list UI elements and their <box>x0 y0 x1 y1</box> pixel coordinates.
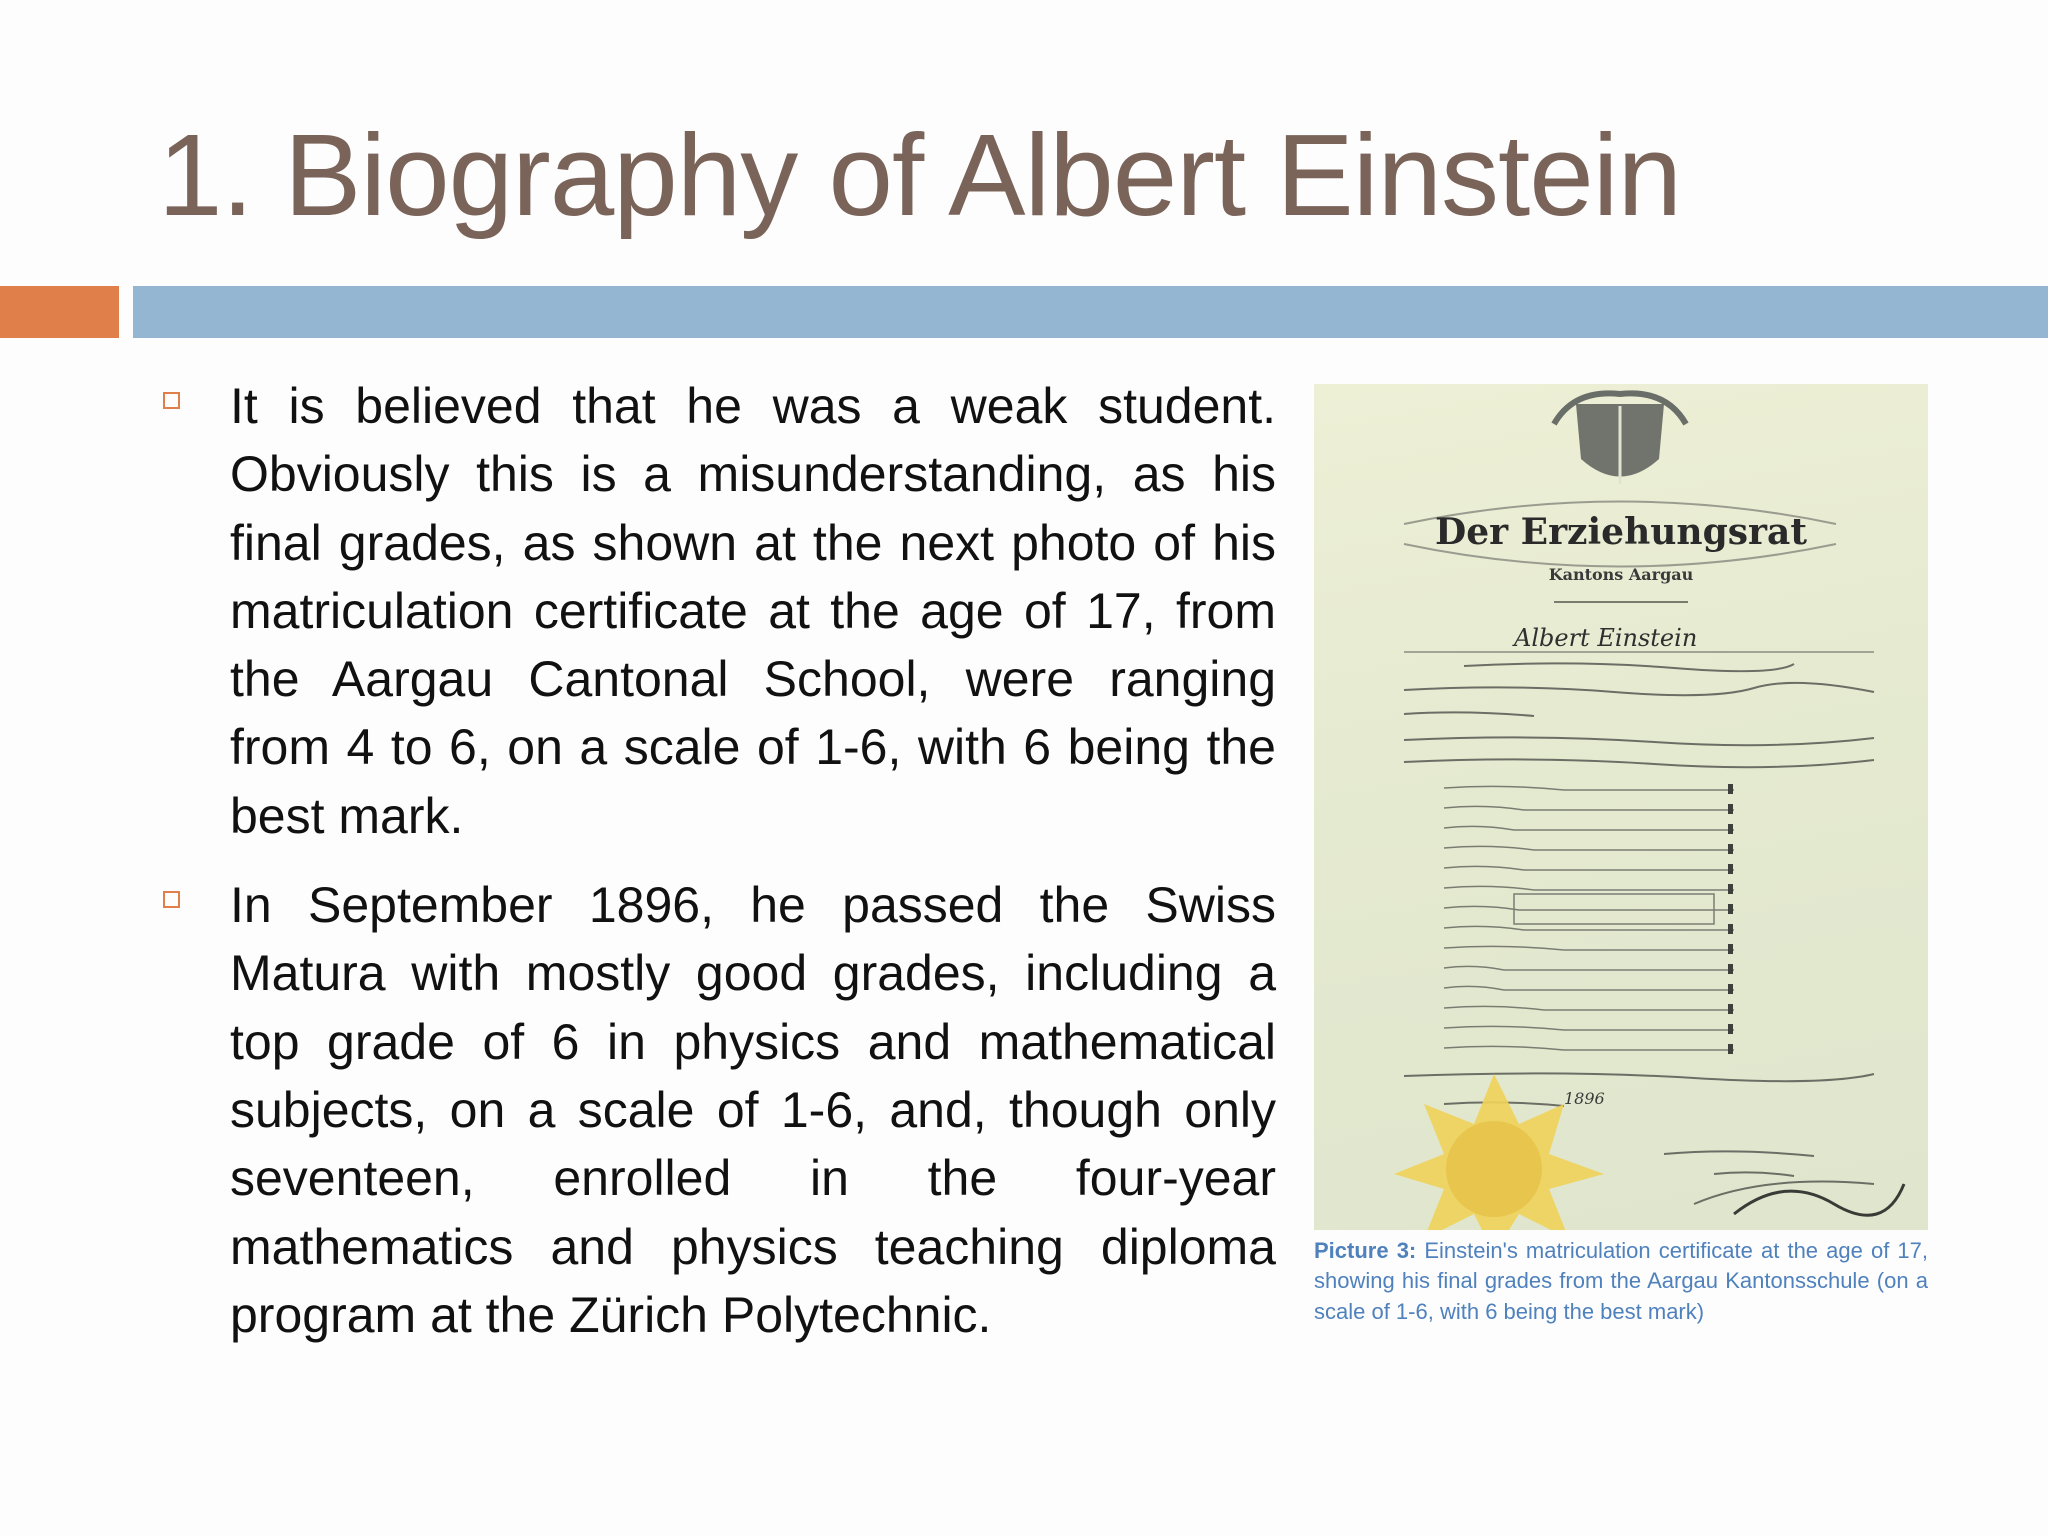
slide-title: 1. Biography of Albert Einstein <box>158 110 1682 240</box>
bullet-text: In September 1896, he passed the Swiss Matura with mostly good grades, including a top grade of 6 in physics and mathematical subjects, on a scale of 1-6, and, though only seventeen, enrolled in the four-year mathematics and physics teaching diploma program at the Zürich Polytechnic. <box>230 877 1276 1343</box>
figure-caption <box>1314 1236 1928 1327</box>
bullet-item <box>158 372 1276 850</box>
bullet-text: It is believed that he was a weak student. Obviously this is a misunderstanding, as his final grades, as shown at the next photo of his matriculation certificate at the age of 17, from the Aargau Cantonal School, were ranging from 4 to 6, on a scale of 1-6, with 6 being the best mark. <box>230 378 1276 844</box>
bullet-item <box>158 871 1276 1349</box>
certificate-name: Albert Einstein <box>1514 624 1698 652</box>
square-bullet-icon <box>163 392 180 409</box>
accent-bar <box>0 286 119 338</box>
certificate-subheading: Kantons Aargau <box>1548 565 1694 584</box>
title-underline-bar <box>133 286 2048 338</box>
bullet-list <box>158 372 1276 1349</box>
coat-of-arms-icon <box>1554 393 1686 484</box>
certificate-image <box>1314 384 1928 1230</box>
certificate-date: 1896 <box>1564 1089 1605 1108</box>
square-bullet-icon <box>163 891 180 908</box>
caption-label: Picture 3: <box>1314 1238 1417 1263</box>
caption-text: Einstein's matriculation certificate at the age of 17, showing his final grades from the Aargau Kantonsschule (on a scale of 1-6, with 6 being the best mark) <box>1314 1238 1928 1324</box>
certificate-heading: Der Erziehungsrat <box>1435 511 1807 553</box>
